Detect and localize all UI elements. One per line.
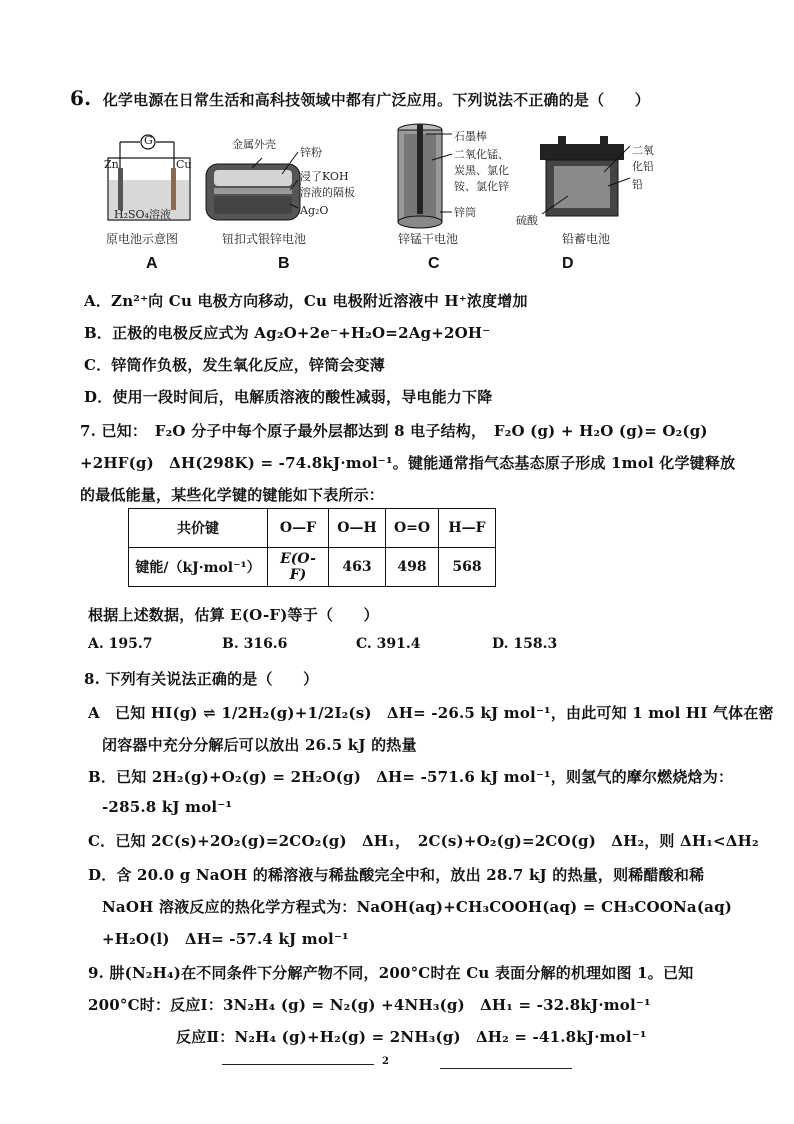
- table-header-cell: H—F: [439, 509, 496, 548]
- q8-option-d-line-2: NaOH 溶液反应的热化学方程式为：NaOH(aq)+CH₃COOH(aq) = CH₃COONa(aq): [102, 898, 733, 916]
- fig-b-ag2o-label: Ag₂O: [300, 204, 329, 217]
- fig-c-graphite-label: 石墨棒: [454, 130, 487, 143]
- fig-a-zn-label: Zn: [104, 158, 119, 171]
- q6-option-d: D．使用一段时间后，电解质溶液的酸性减弱，导电能力下降: [84, 388, 493, 406]
- figure-d-lead-acid: [516, 128, 680, 232]
- fig-a-cu-label: Cu: [176, 158, 192, 171]
- q8-option-d-line-1: D．含 20.0 g NaOH 的稀溶液与稀盐酸完全中和，放出 28.7 kJ 的热量，则稀醋酸和稀: [88, 866, 705, 884]
- q7-line-3: 的最低能量，某些化学键的键能如下表所示：: [80, 486, 385, 504]
- table-header-cell: 共价键: [129, 509, 268, 548]
- q9-line-1: 9. 肼(N₂H₄)在不同条件下分解产物不同，200°C时在 Cu 表面分解的机理如图 1。已知: [88, 964, 694, 982]
- table-row: [129, 548, 496, 587]
- q8-option-b-line-1: B．已知 2H₂(g)+O₂(g) = 2H₂O(g) ΔH= -571.6 kJ mol⁻¹，则氢气的摩尔燃烧焓为：: [88, 768, 734, 786]
- figure-c-dry-cell: [390, 120, 530, 230]
- q8-stem: 8. 下列有关说法正确的是（ ）: [84, 670, 319, 688]
- q8-option-c: C．已知 2C(s)+2O₂(g)=2CO₂(g) ΔH₁， 2C(s)+O₂(g)=2CO(g) ΔH₂，则 ΔH₁<ΔH₂: [88, 832, 759, 850]
- table-header-cell: O—F: [268, 509, 329, 548]
- q8-option-b-line-2: -285.8 kJ mol⁻¹: [102, 798, 233, 816]
- fig-c-caption: 锌锰干电池: [398, 232, 459, 246]
- fig-d-letter: D: [562, 255, 574, 272]
- fig-a-letter: A: [146, 255, 158, 272]
- q7-choice-a: A. 195.7: [88, 636, 153, 652]
- fig-b-shell-label: 金属外壳: [232, 138, 276, 151]
- figure-b-button-cell: [202, 132, 372, 232]
- q6-option-b: B．正极的电极反应式为 Ag₂O+2e⁻+H₂O=2Ag+2OH⁻: [84, 324, 491, 342]
- footer-rule-left: [222, 1064, 374, 1065]
- fig-a-solution-label: H₂SO₄溶液: [114, 208, 171, 221]
- q9-line-2: 200°C时：反应Ⅰ：3N₂H₄ (g) = N₂(g) +4NH₃(g) ΔH₁ = -32.8kJ·mol⁻¹: [88, 996, 651, 1014]
- fig-b-letter: B: [278, 255, 290, 272]
- fig-a-caption: 原电池示意图: [106, 232, 179, 246]
- fig-d-lead-label: 铅: [632, 178, 643, 191]
- table-cell: 568: [439, 548, 496, 587]
- footer-rule-right: [440, 1068, 572, 1069]
- q8-option-a-line-1: A 已知 HI(g) ⇌ 1/2H₂(g)+1/2I₂(s) ΔH= -26.5 kJ mol⁻¹，由此可知 1 mol HI 气体在密: [88, 704, 774, 722]
- bond-energy-table: [128, 508, 496, 587]
- q6-stem-line: [70, 86, 650, 110]
- fig-b-caption: 钮扣式银锌电池: [222, 232, 307, 246]
- table-header-cell: O=O: [386, 509, 439, 548]
- q6-stem: 化学电源在日常生活和高科技领域中都有广泛应用。下列说法不正确的是（ ）: [102, 91, 650, 109]
- table-cell: 键能/（kJ·mol⁻¹）: [129, 548, 268, 587]
- q6-number: 6.: [70, 86, 92, 110]
- fig-d-acid-label: 硫酸: [516, 214, 538, 227]
- q8-option-a-line-2: 闭容器中充分分解后可以放出 26.5 kJ 的热量: [102, 736, 417, 754]
- q7-choice-d: D. 158.3: [492, 636, 558, 652]
- q7-choice-c: C. 391.4: [356, 636, 421, 652]
- fig-b-zinc-powder-label: 锌粉: [300, 146, 322, 159]
- q6-option-a: A．Zn²⁺向 Cu 电极方向移动，Cu 电极附近溶液中 H⁺浓度增加: [84, 292, 528, 310]
- q8-option-d-line-3: +H₂O(l) ΔH= -57.4 kJ mol⁻¹: [102, 930, 349, 948]
- page-number: 2: [382, 1056, 389, 1067]
- table-header-cell: O—H: [329, 509, 386, 548]
- fig-d-caption: 铅蓄电池: [562, 232, 611, 246]
- fig-c-mix-label-2: 炭黑、氯化: [454, 164, 509, 177]
- q7-ask: 根据上述数据，估算 E(O-F)等于（ ）: [88, 606, 379, 624]
- fig-d-pbo2-label-1: 二氧: [632, 144, 654, 157]
- figure-a-galvanic-cell: [100, 128, 200, 232]
- q7-line-2: +2HF(g) ΔH(298K) = -74.8kJ·mol⁻¹。键能通常指气态基态原子形成 1mol 化学键释放: [80, 454, 736, 472]
- fig-c-mix-label-1: 二氧化锰、: [454, 148, 509, 161]
- q6-option-c: C．锌筒作负极，发生氧化反应，锌筒会变薄: [84, 356, 385, 374]
- fig-c-zinc-can-label: 锌筒: [454, 206, 476, 219]
- table-header-row: [129, 509, 496, 548]
- fig-c-mix-label-3: 铵、氯化锌: [454, 180, 509, 193]
- fig-b-separator-label: 溶液的隔板: [300, 186, 355, 199]
- fig-c-letter: C: [428, 255, 440, 272]
- q7-choice-b: B. 316.6: [222, 636, 288, 652]
- fig-a-g-label: G: [144, 134, 153, 147]
- q7-line-1: 7. 已知： F₂O 分子中每个原子最外层都达到 8 电子结构， F₂O (g) + H₂O (g)= O₂(g): [80, 422, 708, 440]
- fig-b-koh-label: 浸了KOH: [300, 170, 349, 183]
- lead-acid-diagram: [520, 128, 680, 232]
- table-cell: 498: [386, 548, 439, 587]
- table-cell: E(O-F): [268, 548, 329, 587]
- q9-line-3: 反应Ⅱ：N₂H₄ (g)+H₂(g) = 2NH₃(g) ΔH₂ = -41.8kJ·mol⁻¹: [176, 1028, 647, 1046]
- table-cell: 463: [329, 548, 386, 587]
- fig-d-pbo2-label-2: 化铅: [632, 160, 654, 173]
